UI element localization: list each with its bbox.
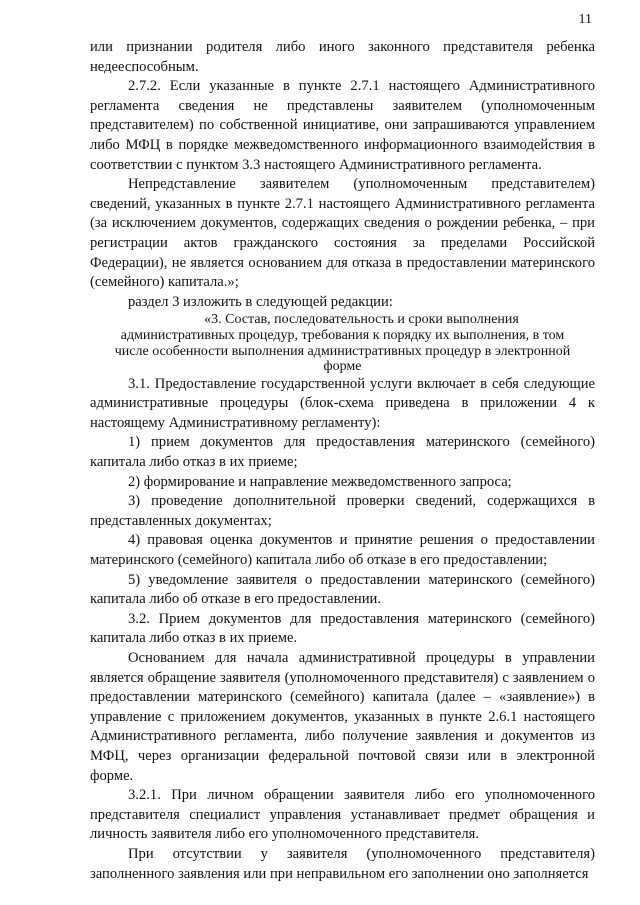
body-paragraph: или признании родителя либо иного законного представителя ребенка недееспособным. [90,39,595,75]
body-paragraph: 3.2.1. При личном обращении заявителя либо его уполномоченного представителя специалист управления устанавливает предмет обращения и личность заявителя либо его уполномоченного представителя. [90,787,595,843]
body-paragraph: Основанием для начала административной процедуры в управлении является обращение заявителя (уполномоченного представителя) с заявлением о предоставлении материнского (семейного) капитала (далее – «заявление») в управление с приложением документов, указанных в пункте 2.6.1 настоящего Административного регламента, либо получение заявления и документов из МФЦ, через организации федеральной почтовой связи или в электронной форме. [90,650,595,784]
section-title: «3. Состав, последовательность и сроки выполнения административных процедур, требования к порядку их выполнения, в том числе особенности выполнения административных процедур в электронной форме [114,312,571,375]
body-paragraph: Непредставление заявителем (уполномоченным представителем) сведений, указанных в пункте 2.7.1 настоящего Административного регламента (за исключением документов, содержащих сведения о рождении ребенка, – при регистрации актов гражданского состояния за пределами Российской Федерации), не является основанием для отказа в предоставлении материнского (семейного) капитала.»; [90,176,595,291]
body-paragraph: 5) уведомление заявителя о предоставлении материнского (семейного) капитала либо об отказе в его предоставлении. [90,571,595,608]
paragraphs-after-section [90,375,595,884]
page-number: 11 [578,12,592,27]
body-paragraph: 2) формирование и направление межведомственного запроса; [128,473,512,490]
body-paragraph: 3.2. Прием документов для предоставления материнского (семейного) капитала либо отказ в их приеме. [90,610,595,647]
body-paragraph: 3.1. Предоставление государственной услуги включает в себя следующие административные процедуры (блок-схема приведена в приложении 4 к настоящему Административному регламенту): [90,375,595,431]
paragraphs-before-section [90,38,595,312]
body-paragraph: 4) правовая оценка документов и принятие решения о предоставлении материнского (семейного) капитала либо об отказе в его предоставлении; [90,532,595,569]
body-paragraph: 3) проведение дополнительной проверки сведений, содержащихся в представленных документах; [90,493,595,529]
document-body [90,38,595,884]
body-paragraph: раздел 3 изложить в следующей редакции: [128,293,393,310]
body-paragraph: 1) прием документов для предоставления материнского (семейного) капитала либо отказ в их приеме; [90,434,595,471]
body-paragraph: При отсутствии у заявителя (уполномоченного представителя) заполненного заявления или при неправильном его заполнении оно заполняется [90,845,595,882]
body-paragraph: 2.7.2. Если указанные в пункте 2.7.1 настоящего Административного регламента сведения не представлены заявителем (уполномоченным представителем) по собственной инициативе, они запрашиваются управлением либо МФЦ в порядке межведомственного информационного взаимодействия в соответствии с пунктом 3.3 настоящего Административного регламента. [90,78,595,173]
